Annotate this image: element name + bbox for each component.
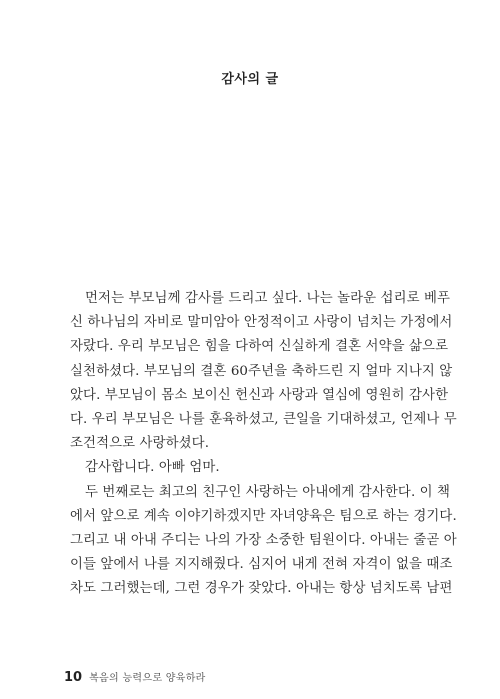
- text-line: 자랐다. 우리 부모님은 힘을 다하여 신실하게 결혼 서약을 삶으로: [70, 339, 449, 355]
- text-line: 감사합니다. 아빠 엄마.: [85, 460, 220, 476]
- page-footer: [64, 666, 206, 685]
- text-line: 신 하나님의 자비로 말미암아 안정적이고 사랑이 넘치는 가정에서: [70, 315, 453, 331]
- book-title: 복음의 능력으로 양육하라: [89, 673, 206, 684]
- page-number: 10: [64, 670, 83, 685]
- text-line: 먼저는 부모님께 감사를 드리고 싶다. 나는 놀라운 섭리로 베푸: [85, 291, 451, 306]
- text-line: 그리고 내 아내 주디는 나의 가장 소중한 팀원이다. 아내는 줄곧 아: [70, 532, 457, 548]
- body-text: [70, 287, 457, 601]
- text-line: 실천하셨다. 부모님의 결혼 60주년을 축하드린 지 얼마 지나지 않: [70, 363, 453, 379]
- text-line: 두 번째로는 최고의 친구인 사랑하는 아내에게 감사한다. 이 책: [85, 484, 451, 500]
- text-line: 차도 그러했는데, 그런 경우가 잦았다. 아내는 항상 넘치도록 남편: [70, 581, 453, 597]
- text-line: 았다. 부모님이 몸소 보이신 헌신과 사랑과 열심에 영원히 감사한: [70, 387, 449, 403]
- text-line: 조건적으로 사랑하셨다.: [70, 436, 210, 452]
- text-line: 에서 앞으로 계속 이야기하겠지만 자녀양육은 팀으로 하는 경기다.: [70, 508, 457, 524]
- page-title: 감사의 글: [221, 72, 279, 87]
- text-line: 다. 우리 부모님은 나를 훈육하셨고, 큰일을 기대하셨고, 언제나 무: [70, 411, 457, 427]
- text-line: 이들 앞에서 나를 지지해줬다. 심지어 내게 전혀 자격이 없을 때조: [70, 557, 453, 573]
